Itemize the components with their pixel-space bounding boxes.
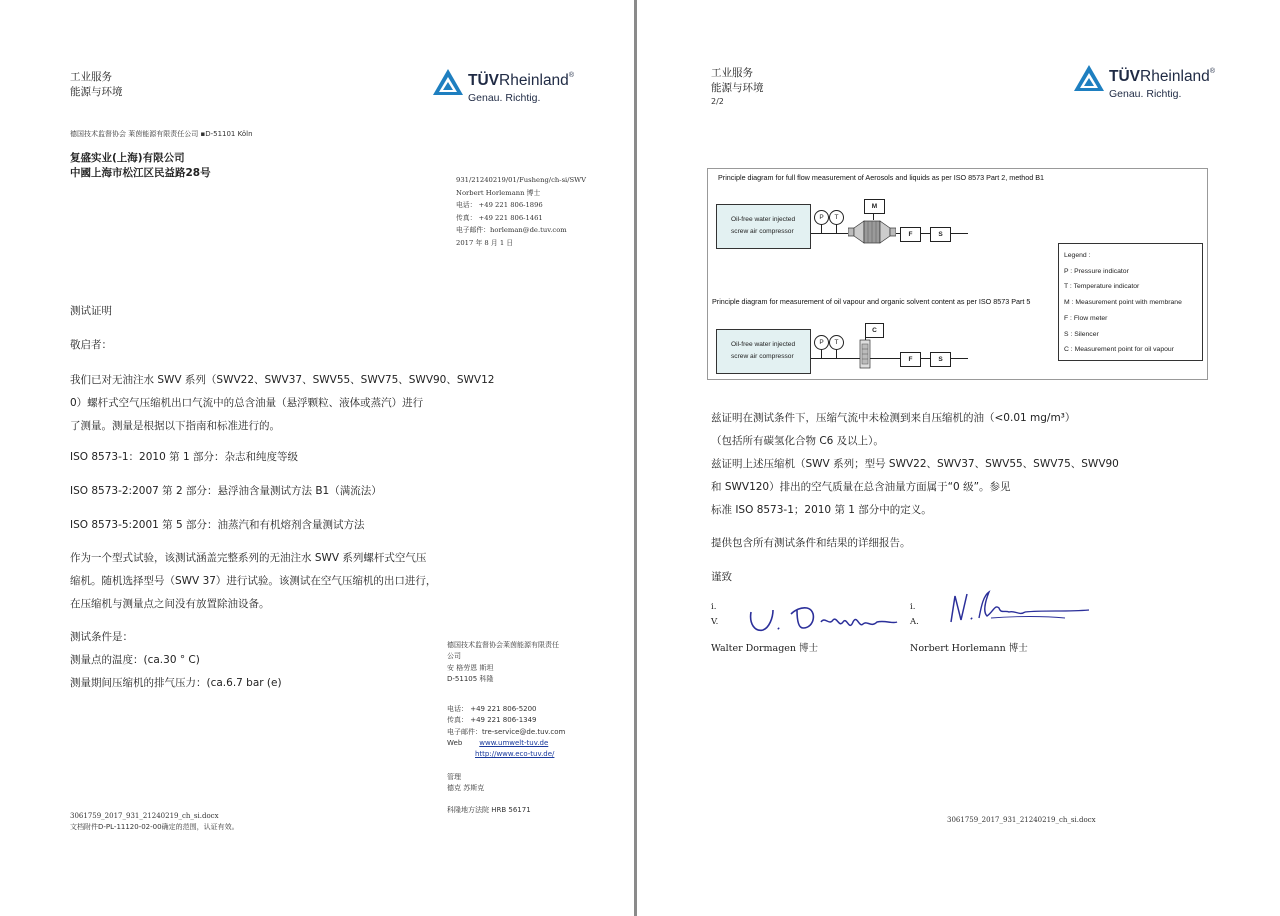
- court-register: 科隆地方法院 HRB 56171: [447, 806, 531, 815]
- recipient-block: [70, 151, 211, 181]
- standard-iso-8573-5: ISO 8573-5:2001 第 5 部分：油蒸汽和有机熔剂含量测试方法: [70, 519, 365, 531]
- pressure-indicator-icon: P: [814, 210, 829, 225]
- company-street: 安 格劳恩 斯坦: [447, 663, 494, 672]
- membrane-point-box: M: [864, 199, 885, 214]
- document-title: 测试证明: [70, 305, 112, 317]
- oil-vapour-point-box: C: [865, 323, 884, 338]
- membrane-housing-icon: [848, 217, 896, 247]
- standard-iso-8573-2: ISO 8573-2:2007 第 2 部分：悬浮油含量测试方法 B1（满流法）: [70, 485, 382, 497]
- paragraph-line: 兹证明在测试条件下，压缩气流中未检测到来自压缩机的油（<0.01 mg/m³）: [711, 412, 1076, 424]
- compressor-box: Oil-free water injected screw air compressor: [716, 329, 811, 374]
- web-label: Web: [447, 739, 463, 748]
- temperature-indicator-icon: T: [829, 335, 844, 350]
- web-link-umwelt[interactable]: www.umwelt-tuv.de: [479, 739, 549, 748]
- pipe-tap: [821, 224, 822, 233]
- legend-item: T : Temperature indicator: [1064, 283, 1140, 291]
- tuv-logo: [1073, 64, 1233, 114]
- certification-paragraph-2: [711, 453, 1119, 522]
- reference-date: 2017 年 8 月 1 日: [456, 238, 514, 247]
- legend-item: F : Flow meter: [1064, 314, 1108, 322]
- signatory-2-name: Norbert Horlemann 博士: [910, 643, 1028, 654]
- page-2-footer-filename: 3061759_2017_931_21240219_ch_si.docx: [947, 816, 1096, 824]
- condition-pressure: 测量期间压缩机的排气压力：(ca.6.7 bar (e): [70, 677, 282, 689]
- diagram-title-oil-vapour: Principle diagram for measurement of oil vapour and organic solvent content as per ISO 8573 Part 5: [712, 297, 1031, 306]
- signatory-1-name: Walter Dormagen 博士: [711, 643, 819, 654]
- reference-phone: 电话： +49 221 806-1896: [456, 201, 543, 210]
- salutation: 敬启者：: [70, 339, 112, 351]
- reference-email: 电子邮件：horleman@de.tuv.com: [456, 226, 567, 235]
- company-name: 德国技术监督协会莱茵能源有限责任: [447, 641, 559, 649]
- footer-filename: 3061759_2017_931_21240219_ch_si.docx: [70, 812, 219, 820]
- compressor-box: Oil-free water injected screw air compressor: [716, 204, 811, 249]
- logo-wordmark: TÜVRheinland®: [468, 72, 574, 89]
- department-header: [711, 66, 764, 108]
- flow-meter-box: F: [900, 227, 921, 242]
- reference-contact: Norbert Horlemann 博士: [456, 188, 541, 197]
- legend-item: S : Silencer: [1064, 330, 1099, 338]
- department-line-1: 工业服务: [711, 67, 753, 79]
- reference-number: 931/21240219/01/Fusheng/ch-si/SWV: [456, 176, 587, 184]
- signature-prefix-1: i. V.: [711, 602, 719, 627]
- department-line-2: 能源与环境: [70, 86, 123, 98]
- web-link-eco[interactable]: http://www.eco-tuv.de/: [475, 750, 555, 759]
- department-line-1: 工业服务: [70, 71, 112, 83]
- silencer-box: S: [930, 352, 951, 367]
- tuv-triangle-icon: [432, 68, 464, 96]
- company-phone: 电话： +49 221 806-5200: [447, 705, 537, 714]
- recipient-address: 中國上海市松江区民益路28号: [70, 167, 211, 179]
- flow-meter-box: F: [900, 352, 921, 367]
- sender-line: 德国技术监督协会 莱茵能源有限责任公司 ▪D-51101 Köln: [70, 130, 253, 138]
- company-name-cont: 公司: [447, 652, 461, 661]
- signature-prefix-2: i. A.: [910, 602, 919, 627]
- management-label: 管理: [447, 772, 461, 781]
- pipe-tap: [836, 224, 837, 233]
- signature-dormagen: [745, 598, 905, 638]
- logo-tagline: Genau. Richtig.: [1109, 88, 1182, 100]
- signature-horlemann: [945, 588, 1095, 632]
- paragraph-line: 在压缩机与测量点之间没有放置除油设备。: [70, 598, 270, 610]
- pipe-tap: [821, 349, 822, 358]
- legend-item: M : Measurement point with membrane: [1064, 299, 1182, 307]
- paragraph-line: 和 SWV120）排出的空气质量在总含油量方面属于“0 级”。参见: [711, 481, 1011, 493]
- logo-tagline: Genau. Richtig.: [468, 92, 541, 104]
- management-name: 德克 苏斯克: [447, 783, 485, 792]
- recipient-name: 复盛实业(上海)有限公司: [70, 152, 185, 164]
- department-header: [70, 70, 123, 100]
- legend-title: Legend :: [1064, 252, 1091, 259]
- page-1-footer: [70, 811, 239, 833]
- type-test-paragraph: [70, 547, 436, 616]
- department-line-2: 能源与环境: [711, 82, 764, 94]
- company-fax: 传真： +49 221 806-1349: [447, 716, 537, 725]
- intro-paragraph: [70, 369, 494, 438]
- conditions-heading: 测试条件是：: [70, 631, 133, 643]
- diagram-legend: [1058, 243, 1203, 361]
- footer-note: 文档附件D-PL-11120-02-00确定的范围，认证有效。: [70, 823, 239, 831]
- pipe-tap: [836, 349, 837, 358]
- page-number: 2/2: [711, 97, 724, 106]
- reference-block: [456, 174, 586, 250]
- principle-diagram: [707, 168, 1208, 380]
- certification-paragraph-1: [711, 407, 1075, 453]
- paragraph-line: 0）螺杆式空气压缩机出口气流中的总含油量（悬浮颗粒、液体或蒸汽）进行: [70, 397, 424, 409]
- paragraph-line: 兹证明上述压缩机（SWV 系列；型号 SWV22、SWV37、SWV55、SWV75、SWV90: [711, 458, 1119, 470]
- test-conditions: [70, 626, 282, 695]
- logo-wordmark: TÜVRheinland®: [1109, 68, 1215, 85]
- paragraph-line: （包括所有碳氢化合物 C6 及以上）。: [711, 435, 884, 447]
- report-note: 提供包含所有测试条件和结果的详细报告。: [711, 537, 911, 549]
- legend-item: P : Pressure indicator: [1064, 267, 1129, 275]
- company-info: [447, 640, 565, 817]
- temperature-indicator-icon: T: [829, 210, 844, 225]
- paragraph-line: 作为一个型式试验，该测试涵盖完整系列的无油注水 SWV 系列螺杆式空气压: [70, 552, 427, 564]
- paragraph-line: 缩机。随机选择型号（SWV 37）进行试验。该测试在空气压缩机的出口进行，: [70, 575, 437, 587]
- diagram-title-aerosols: Principle diagram for full flow measurement of Aerosols and liquids as per ISO 8573 Part 2, method B1: [718, 173, 1044, 182]
- company-city: D-51105 科隆: [447, 674, 494, 683]
- document-page-1: [0, 0, 634, 916]
- company-email: 电子邮件：tre-service@de.tuv.com: [447, 727, 566, 736]
- condition-temperature: 测量点的温度：(ca.30 ° C): [70, 654, 200, 666]
- reference-fax: 传真： +49 221 806-1461: [456, 213, 543, 222]
- document-page-2: [637, 0, 1280, 916]
- tuv-logo: [432, 68, 592, 118]
- paragraph-line: 我们已对无油注水 SWV 系列（SWV22、SWV37、SWV55、SWV75、SWV90、SWV12: [70, 374, 495, 386]
- oil-vapour-tube-icon: [858, 339, 872, 369]
- legend-item: C : Measurement point for oil vapour: [1064, 346, 1174, 354]
- tuv-triangle-icon: [1073, 64, 1105, 92]
- silencer-box: S: [930, 227, 951, 242]
- paragraph-line: 标准 ISO 8573-1；2010 第 1 部分中的定义。: [711, 504, 932, 516]
- closing: 谨致: [711, 571, 732, 583]
- pressure-indicator-icon: P: [814, 335, 829, 350]
- standard-iso-8573-1: ISO 8573-1：2010 第 1 部分：杂志和纯度等级: [70, 451, 298, 463]
- paragraph-line: 了测量。测量是根据以下指南和标准进行的。: [70, 420, 280, 432]
